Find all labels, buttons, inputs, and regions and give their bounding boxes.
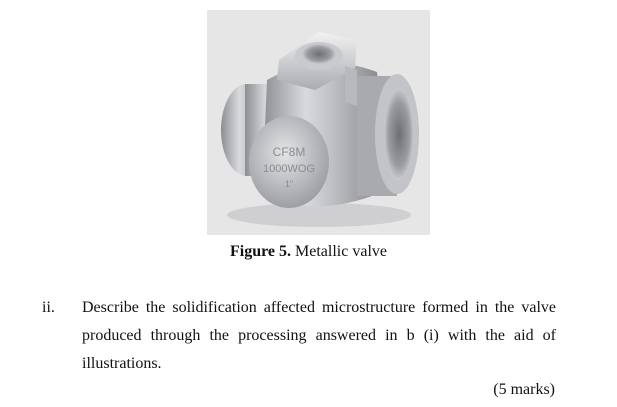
marking-boss	[249, 116, 329, 208]
question-marks: (5 marks)	[493, 381, 555, 398]
question-text: Describe the solidification affected microstructure formed in the valve produced through the processing answered in b (i) with the aid of illustrations.	[82, 299, 556, 372]
cast-mark-line2: 1000WOG	[263, 163, 315, 175]
cast-mark-line1: CF8M	[272, 145, 306, 159]
figure-caption	[0, 243, 617, 261]
valve-illustration	[207, 10, 430, 235]
figure-caption-text: Metallic valve	[291, 243, 387, 260]
valve-photo	[207, 10, 430, 235]
cast-mark-line3: 1"	[284, 179, 294, 189]
figure-caption-label: Figure 5.	[230, 243, 292, 260]
question-number: ii.	[42, 299, 55, 316]
